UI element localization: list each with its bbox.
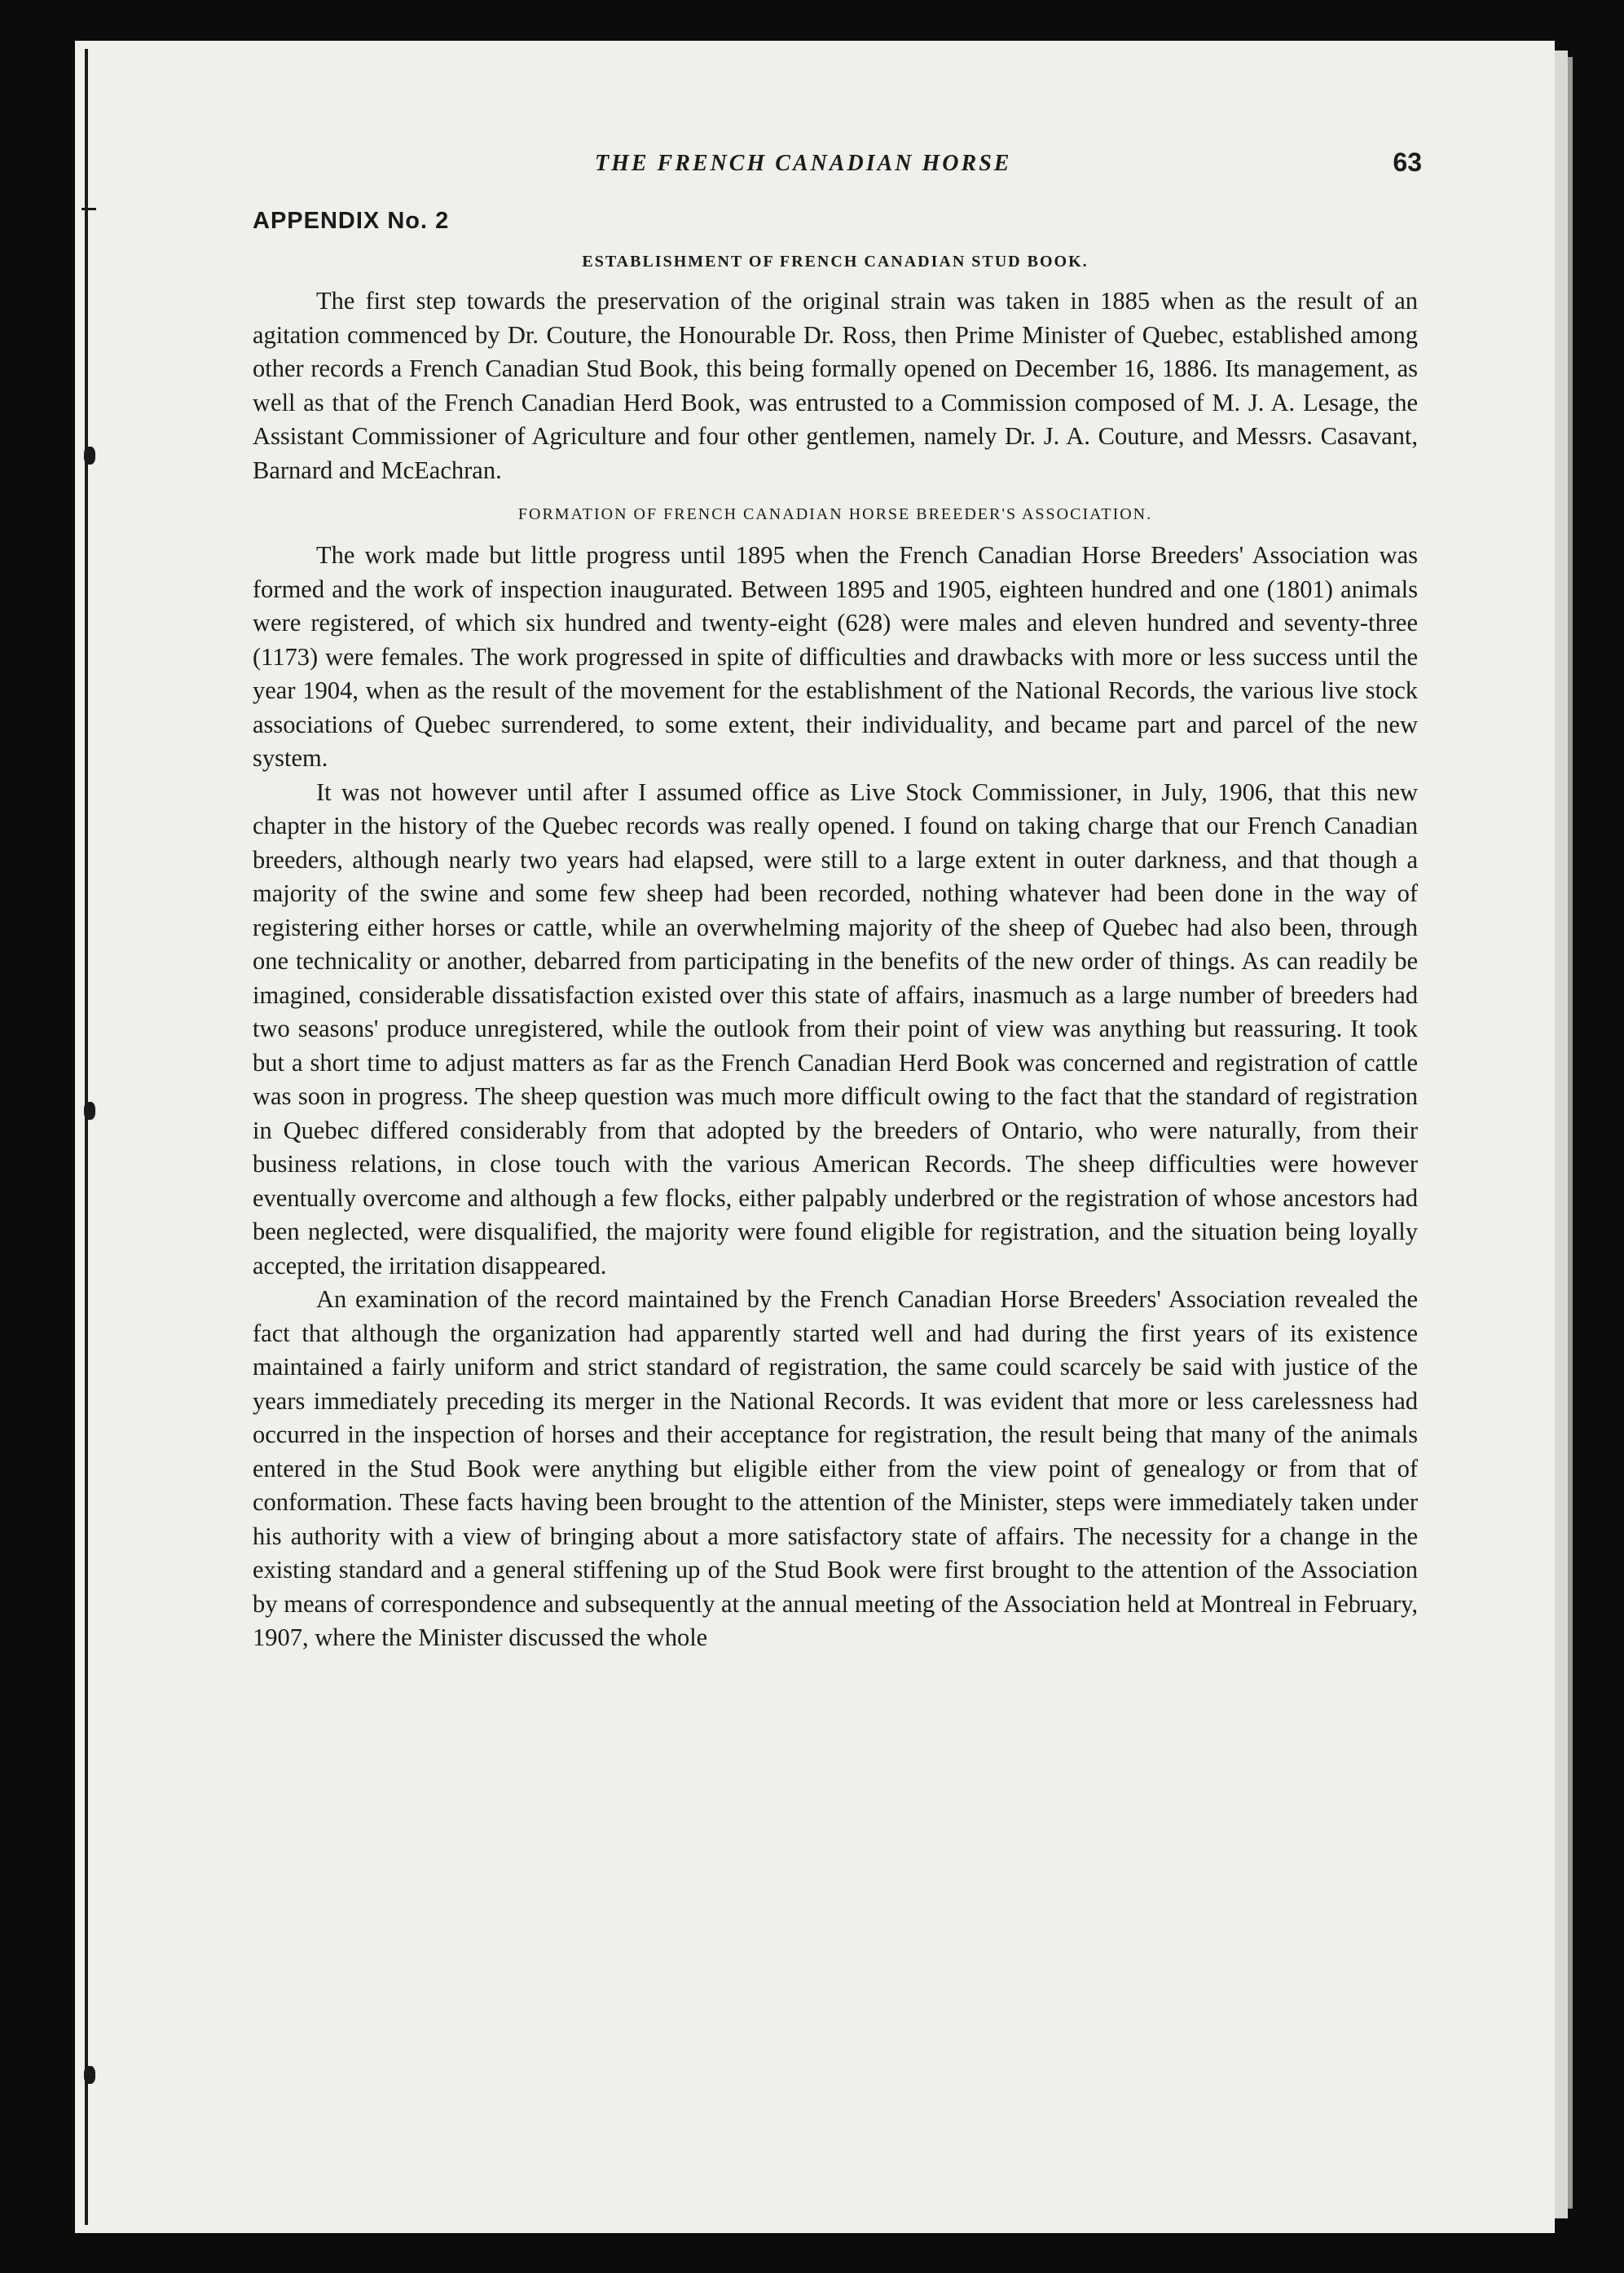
- binding-line: [85, 49, 88, 2225]
- binding-stitch: [81, 208, 96, 210]
- page-number: 63: [1393, 148, 1422, 177]
- section-heading: FORMATION OF FRENCH CANADIAN HORSE BREEDER'S ASSOCIATION.: [517, 505, 1153, 523]
- running-title: THE FRENCH CANADIAN HORSE: [595, 151, 1012, 176]
- binding-stitch: [84, 447, 95, 465]
- appendix-label: APPENDIX No. 2: [253, 208, 450, 234]
- paragraph: The work made but little progress until 1895 when the French Canadian Horse Breeders' Association was formed and the work of inspection inaugurated. Between 1895 and 1905, eighteen hundred and one (1801) animals were registered, of which six hundred and twenty-eight (628) were males and eleven hundred and seventy-three (1173) were females. The work progressed in spite of difficulties and drawbacks with more or less success until the year 1904, when as the result of the movement for the establishment of the National Records, the various live stock associations of Quebec surrendered, to some extent, their individuality, and became part and parcel of the new system.: [253, 541, 1418, 772]
- page-edge-shadow: [1568, 57, 1573, 2209]
- page-edge: [1555, 51, 1568, 2218]
- binding-stitch: [84, 2066, 95, 2084]
- paragraph: It was not however until after I assumed office as Live Stock Commissioner, in July, 1906, that this new chapter in the history of the Quebec records was really opened. I found on taking charge that our French Canadian breeders, although nearly two years had elapsed, were still to a large extent in outer darkness, and that though a majority of the swine and some few sheep had been recorded, nothing whatever had been done in the way of registering either horses or cattle, while an overwhelming majority of the sheep of Quebec had also been, through one technicality or another, debarred from participating in the benefits of the new order of things. As can readily be imagined, considerable dissatisfaction existed over this state of affairs, inasmuch as a large number of breeders had two seasons' produce unregistered, while the outlook from their point of view was anything but reassuring. It took but a short time to adjust matters as far as the French Canadian Herd Book was concerned and registration of cattle was soon in progress. The sheep question was much more difficult owing to the fact that the standard of registration in Quebec differed considerably from that adopted by the breeders of Ontario, who were naturally, from their business relations, in close touch with the various American Records. The sheep difficulties were however eventually overcome and although a few flocks, either palpably underbred or the registration of whose ancestors had been neglected, were disqualified, the majority were found eligible for registration, and the situation being loyally accepted, the irritation disappeared.: [253, 777, 1418, 1280]
- paragraph: An examination of the record maintained by the French Canadian Horse Breeders' Association revealed the fact that although the organization had apparently started well and had during the first years of its existence maintained a fairly uniform and strict standard of registration, the same could scarcely be said with justice of the years immediately preceding its merger in the National Records. It was evident that more or less carelessness had occurred in the inspection of horses and their acceptance for registration, the result being that many of the animals entered in the Stud Book were anything but eligible either from the view point of genealogy or from that of conformation. These facts having been brought to the attention of the Minister, steps were immediately taken under his authority with a view of bringing about a more satisfactory state of affairs. The necessity for a change in the existing standard and a general stiffening up of the Stud Book were first brought to the attention of the Association by means of correspondence and subsequently at the annual meeting of the Association held at Montreal in February, 1907, where the Minister discussed the whole: [253, 1285, 1418, 1651]
- page-header: [253, 143, 1422, 192]
- section-heading: ESTABLISHMENT OF FRENCH CANADIAN STUD BOOK.: [582, 253, 1089, 271]
- binding-stitch: [84, 1102, 95, 1120]
- paragraph: The first step towards the preservation of the original strain was taken in 1885 when as the result of an agitation commenced by Dr. Couture, the Honourable Dr. Ross, then Prime Minister of Quebec, established among other records a French Canadian Stud Book, this being formally opened on December 16, 1886. Its management, as well as that of the French Canadian Herd Book, was entrusted to a Commission composed of M. J. A. Lesage, the Assistant Commissioner of Agriculture and four other gentlemen, namely Dr. J. A. Couture, and Messrs. Casavant, Barnard and McEachran.: [253, 287, 1418, 484]
- page-content: [253, 143, 1422, 1655]
